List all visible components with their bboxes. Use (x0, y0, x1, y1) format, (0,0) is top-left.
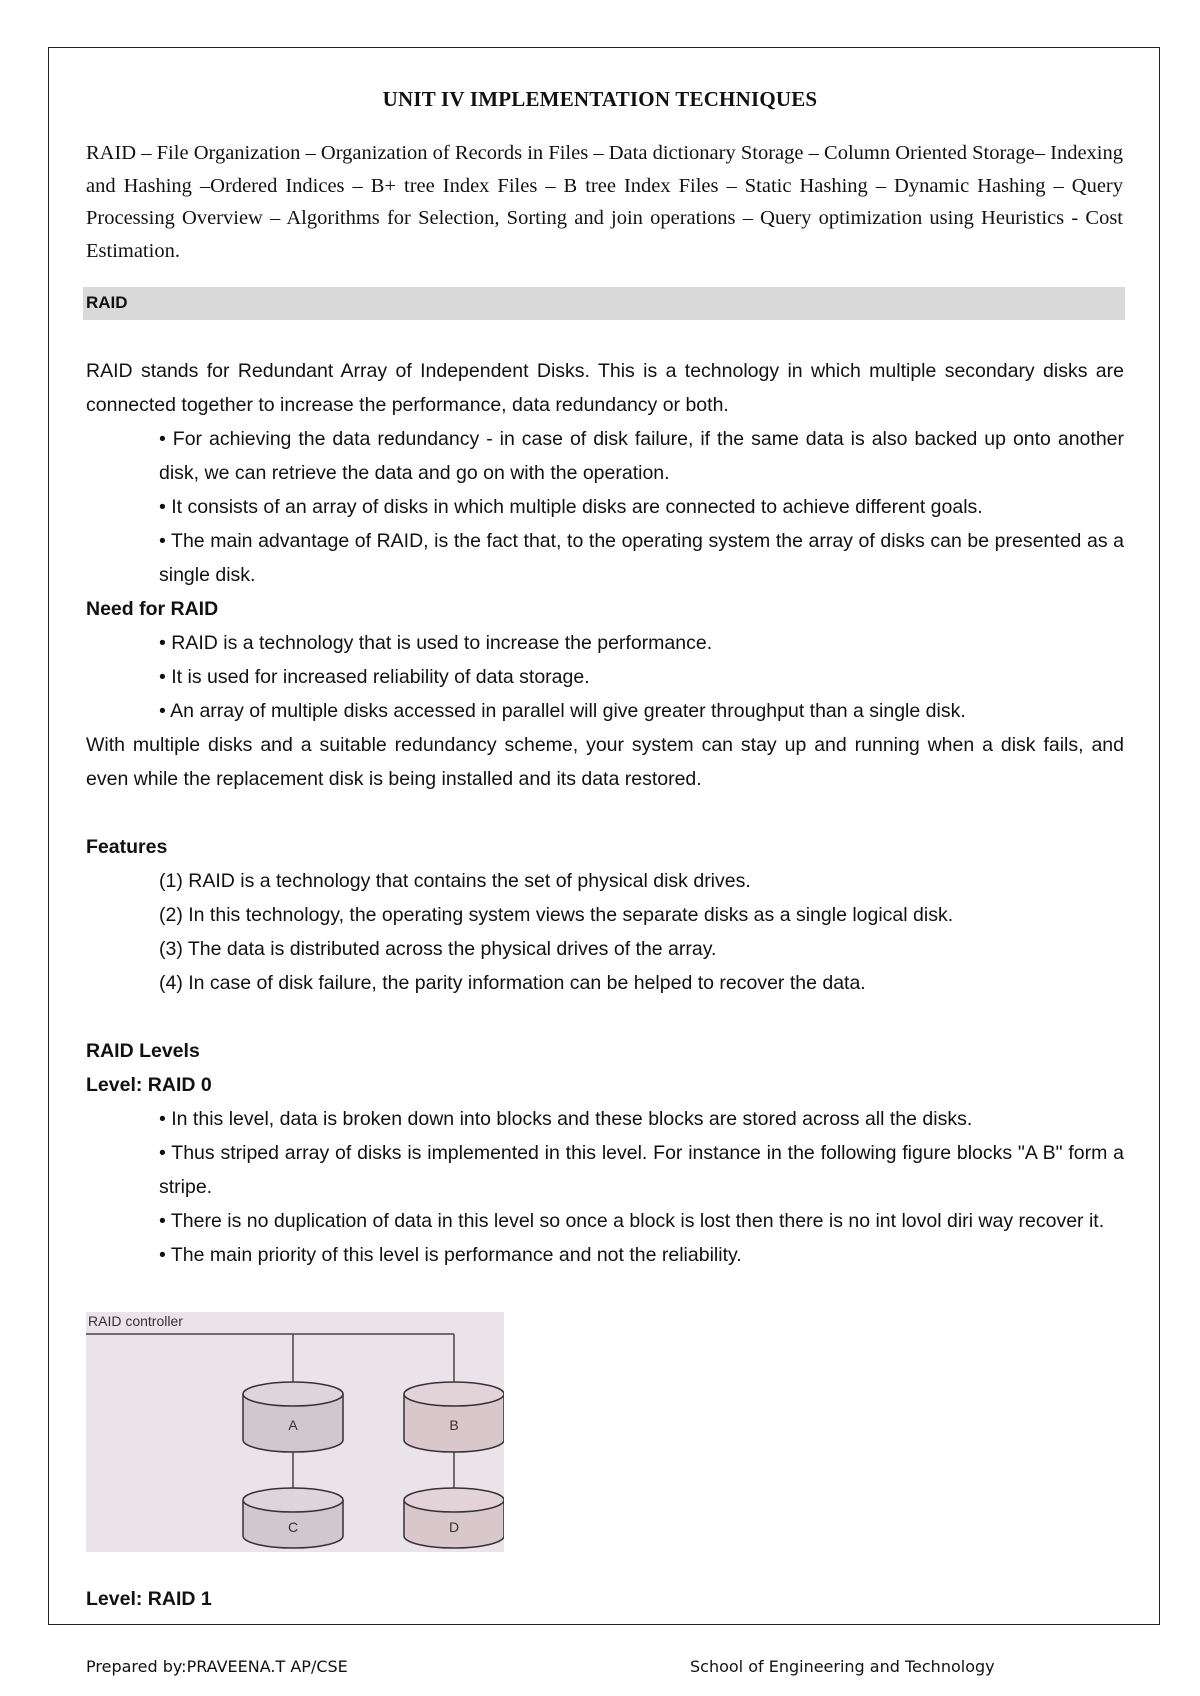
feature-item: (2) In this technology, the operating system views the separate disks as a single logical disk. (159, 904, 954, 926)
document-body (86, 354, 1124, 1272)
feature-item: (1) RAID is a technology that contains the set of physical disk drives. (159, 870, 751, 892)
intro-paragraph: RAID stands for Redundant Array of Independent Disks. This is a technology in which multiple secondary disks are connected together to increase the performance, data redundancy or both. (86, 360, 1124, 416)
disk-b (404, 1382, 504, 1452)
feature-item: (3) The data is distributed across the physical drives of the array. (159, 938, 717, 960)
raid-controller-label: RAID controller (88, 1313, 183, 1329)
disk-b-label: B (449, 1417, 459, 1433)
intro-bullet: • The main advantage of RAID, is the fact that, to the operating system the array of disks can be presented as a single disk. (159, 530, 1124, 586)
raid0-figure (86, 1312, 504, 1552)
level1-heading: Level: RAID 1 (86, 1588, 212, 1610)
need-bullet: • It is used for increased reliability of data storage. (159, 666, 590, 688)
level0-heading: Level: RAID 0 (86, 1074, 212, 1096)
disk-d-label: D (448, 1519, 460, 1535)
section-heading: RAID (86, 293, 128, 312)
level0-bullet: • There is no duplication of data in this level so once a block is lost then there is no int lovol diri way recover it. (159, 1210, 1105, 1232)
syllabus-paragraph: RAID – File Organization – Organization of Records in Files – Data dictionary Storage – Column Oriented Storage– Indexing and Hashing –Ordered Indices – B+ tree Index Files – B tree Index Files – Static Hashing – Dynamic Hashing – Query Processing Overview – Algorithms for Selection, Sorting and join operations – Query optimization using Heuristics - Cost Estimation. (86, 142, 1123, 262)
intro-bullet: • For achieving the data redundancy - in case of disk failure, if the same data is also backed up onto another disk, we can retrieve the data and go on with the operation. (159, 428, 1124, 484)
levels-heading: RAID Levels (86, 1040, 200, 1062)
features-heading: Features (86, 836, 168, 858)
intro-bullet: • It consists of an array of disks in which multiple disks are connected to achieve different goals. (159, 496, 983, 518)
feature-item: (4) In case of disk failure, the parity information can be helped to recover the data. (159, 972, 866, 994)
need-paragraph: With multiple disks and a suitable redundancy scheme, your system can stay up and running when a disk fails, and even while the replacement disk is being installed and its data restored. (86, 734, 1124, 790)
page-title: UNIT IV IMPLEMENTATION TECHNIQUES (382, 87, 818, 111)
need-bullet: • RAID is a technology that is used to increase the performance. (159, 632, 713, 654)
footer-author: Prepared by:PRAVEENA.T AP/CSE (86, 1657, 348, 1676)
need-heading: Need for RAID (86, 598, 219, 620)
level0-bullet: • The main priority of this level is performance and not the reliability. (159, 1244, 742, 1266)
level0-bullet: • Thus striped array of disks is implemented in this level. For instance in the following figure blocks "A B" form a stripe. (159, 1142, 1124, 1198)
disk-a (243, 1382, 343, 1452)
disk-a-label: A (288, 1417, 298, 1433)
disk-c (243, 1488, 343, 1548)
need-bullet: • An array of multiple disks accessed in parallel will give greater throughput than a single disk. (159, 700, 966, 722)
disk-c-label: C (287, 1519, 299, 1535)
level0-bullet: • In this level, data is broken down into blocks and these blocks are stored across all the disks. (159, 1108, 973, 1130)
disk-d (404, 1488, 504, 1548)
section-heading-bar (83, 287, 1125, 320)
footer-school: School of Engineering and Technology (690, 1657, 995, 1676)
